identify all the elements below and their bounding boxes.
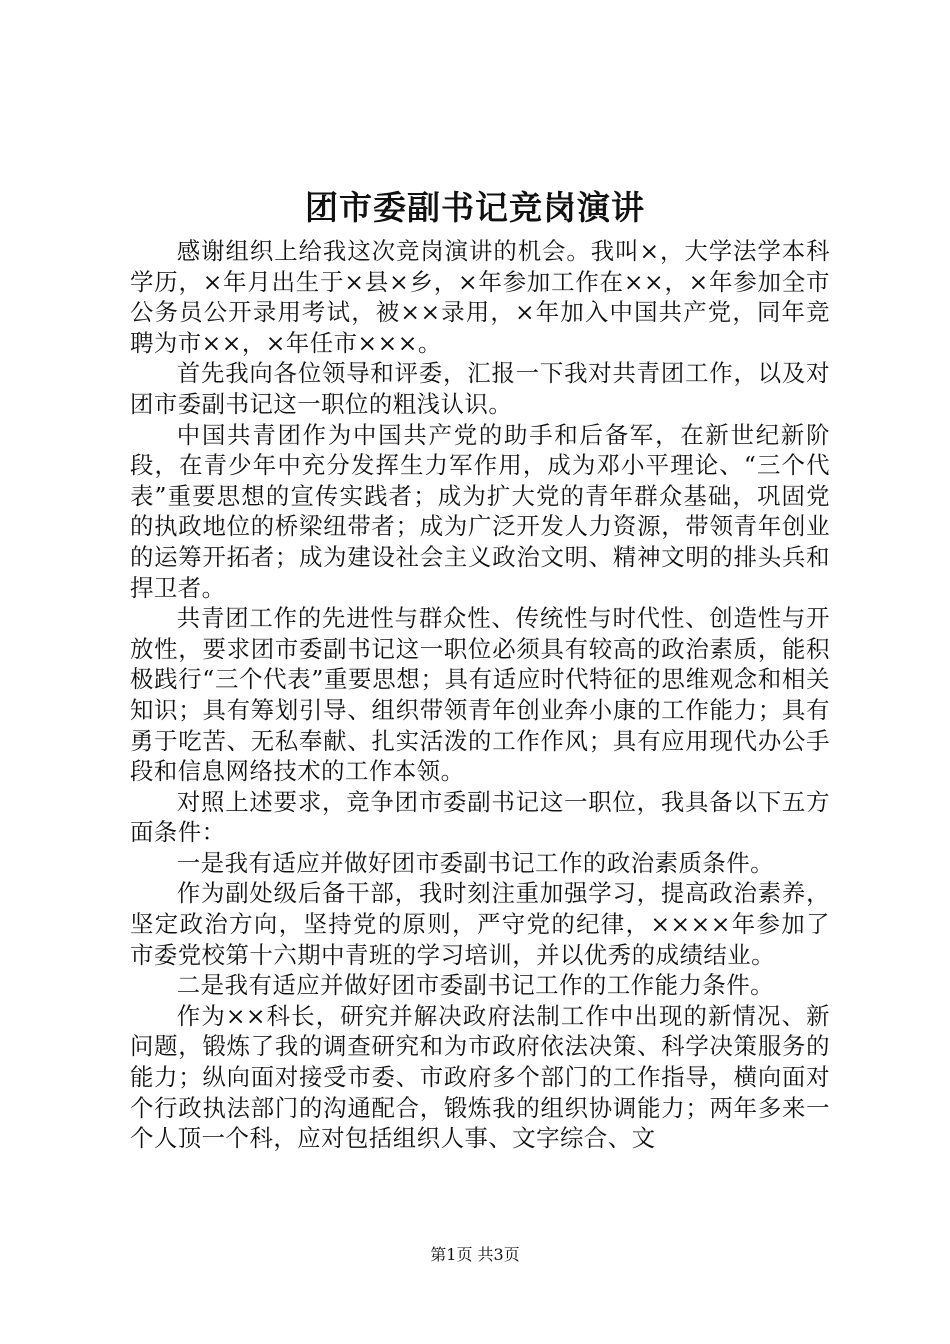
- paragraph-8: 二是我有适应并做好团市委副书记工作的工作能力条件。: [176, 971, 775, 1000]
- paragraph-2: 首先我向各位领导和评委，汇报一下我对共青团工作，以及对团市委副书记这一职位的粗浅认识。: [130, 359, 830, 418]
- paragraph-3: 中国共青团作为中国共产党的助手和后备军，在新世纪新阶段，在青少年中充分发挥生力军作用，成为邓小平理论、“三个代表”重要思想的宣传实践者；成为扩大党的青年群众基础，巩固党的执政地位的桥梁纽带者；成为广泛开发人力资源，带领青年创业的运筹开拓者；成为建设社会主义政治文明、精神文明的排头兵和捍卫者。: [130, 420, 830, 602]
- document-title: 团市委副书记竞岗演讲: [305, 188, 645, 227]
- paragraph-1: 感谢组织上给我这次竞岗演讲的机会。我叫×，大学法学本科学历，×年月出生于×县×乡，×年参加工作在××，×年参加全市公务员公开录用考试，被××录用，×年加入中国共产党，同年竞聘为市××，×年任市×××。: [130, 237, 830, 357]
- paragraph-4: 共青团工作的先进性与群众性、传统性与时代性、创造性与开放性，要求团市委副书记这一职位必须具有较高的政治素质，能积极践行“三个代表”重要思想；具有适应时代特征的思维观念和相关知识；具有筹划引导、组织带领青年创业奔小康的工作能力；具有勇于吃苦、无私奉献、扎实活泼的工作作风；具有应用现代办公手段和信息网络技术的工作本领。: [130, 604, 830, 786]
- document-body: [130, 236, 830, 1154]
- paragraph-7: 作为副处级后备干部，我时刻注重加强学习，提高政治素养，坚定政治方向，坚持党的原则，严守党的纪律，××××年参加了市委党校第十六期中青班的学习培训，并以优秀的成绩结业。: [130, 879, 830, 969]
- paragraph-5: 对照上述要求，竞争团市委副书记这一职位，我具备以下五方面条件：: [130, 787, 830, 847]
- page-number-footer: 第1页 共3页: [430, 1245, 520, 1264]
- paragraph-6: 一是我有适应并做好团市委副书记工作的政治素质条件。: [176, 848, 775, 877]
- paragraph-9: 作为××科长，研究并解决政府法制工作中出现的新情况、新问题，锻炼了我的调查研究和为市政府依法决策、科学决策服务的能力；纵向面对接受市委、市政府多个部门的工作指导，横向面对个行政执法部门的沟通配合，锻炼我的组织协调能力；两年多来一个人顶一个科，应对包括组织人事、文字综合、文: [130, 1001, 830, 1153]
